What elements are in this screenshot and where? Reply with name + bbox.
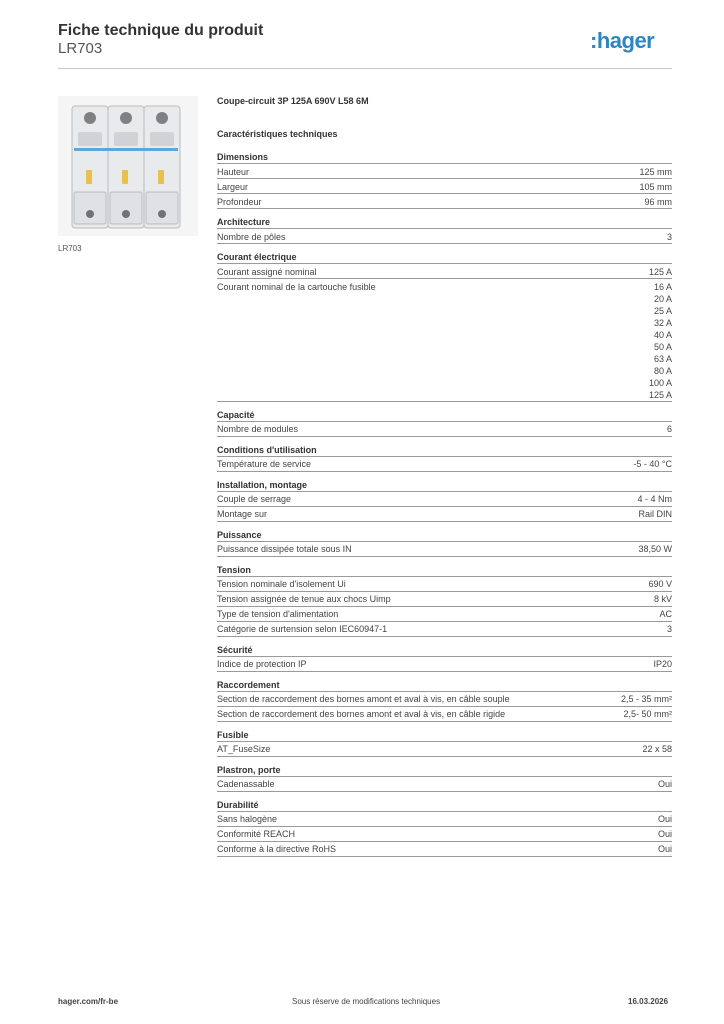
spec-group-title: Installation, montage bbox=[217, 479, 672, 492]
spec-label: Courant nominal de la cartouche fusible bbox=[217, 281, 376, 292]
spec-label: Nombre de pôles bbox=[217, 231, 286, 242]
spec-label: Section de raccordement des bornes amont et aval à vis, en câble rigide bbox=[217, 709, 506, 719]
spec-row bbox=[217, 279, 672, 402]
spec-value: AC bbox=[659, 609, 672, 619]
spec-label: Température de service bbox=[217, 459, 312, 469]
spec-label: Tension assignée de tenue aux chocs Uimp bbox=[217, 594, 391, 604]
spec-value: 40 A bbox=[653, 329, 672, 340]
spec-group bbox=[217, 799, 672, 857]
spec-label: Profondeur bbox=[217, 196, 262, 207]
spec-group-title: Dimensions bbox=[217, 151, 672, 164]
spec-row bbox=[217, 692, 672, 707]
spec-group-title: Durabilité bbox=[217, 799, 672, 812]
spec-value: 4 - 4 Nm bbox=[637, 494, 672, 504]
spec-row bbox=[217, 607, 672, 622]
spec-row bbox=[217, 457, 672, 472]
spec-row bbox=[217, 592, 672, 607]
spec-group bbox=[217, 529, 672, 557]
spec-group bbox=[217, 151, 672, 209]
spec-row bbox=[217, 827, 672, 842]
spec-value: 38,50 W bbox=[638, 544, 672, 554]
spec-group-title: Raccordement bbox=[217, 679, 672, 692]
spec-row bbox=[217, 707, 672, 722]
spec-group-title: Puissance bbox=[217, 529, 672, 542]
spec-group-title: Capacité bbox=[217, 409, 672, 422]
spec-row bbox=[217, 179, 672, 194]
spec-label: Montage sur bbox=[217, 509, 268, 519]
spec-value: Oui bbox=[657, 779, 672, 789]
spec-row bbox=[217, 194, 672, 209]
footer-date: 16.03.2026 bbox=[628, 997, 669, 1006]
spec-value: Oui bbox=[657, 814, 672, 824]
spec-group-title: Plastron, porte bbox=[217, 764, 672, 777]
spec-value: 125 A bbox=[648, 389, 672, 400]
spec-row bbox=[217, 164, 672, 179]
spec-value: -5 - 40 °C bbox=[633, 459, 672, 469]
header-divider bbox=[58, 68, 672, 69]
spec-label: Puissance dissipée totale sous IN bbox=[217, 544, 352, 554]
spec-group-title: Architecture bbox=[217, 216, 672, 229]
spec-row bbox=[217, 742, 672, 757]
spec-value: 105 mm bbox=[639, 181, 672, 192]
spec-row bbox=[217, 542, 672, 557]
spec-row bbox=[217, 492, 672, 507]
spec-label: Courant assigné nominal bbox=[217, 266, 317, 277]
spec-label: Sans halogène bbox=[217, 814, 278, 824]
spec-row bbox=[217, 229, 672, 244]
spec-row bbox=[217, 577, 672, 592]
spec-value: 3 bbox=[666, 624, 672, 634]
spec-value-list bbox=[649, 281, 672, 401]
spec-label: Section de raccordement des bornes amont et aval à vis, en câble souple bbox=[217, 694, 510, 704]
spec-group bbox=[217, 216, 672, 244]
spec-group bbox=[217, 479, 672, 522]
spec-label: Conformité REACH bbox=[217, 829, 296, 839]
spec-row bbox=[217, 657, 672, 672]
spec-row bbox=[217, 422, 672, 437]
spec-label: Couple de serrage bbox=[217, 494, 292, 504]
spec-group bbox=[217, 644, 672, 672]
spec-value: 125 mm bbox=[639, 166, 672, 177]
spec-value: 125 A bbox=[648, 266, 672, 277]
spec-value: 2,5- 50 mm² bbox=[623, 709, 672, 719]
hager-logo: :hager bbox=[590, 28, 655, 53]
footer-website[interactable]: hager.com/fr-be bbox=[58, 997, 119, 1006]
product-name: Coupe-circuit 3P 125A 690V L58 6M bbox=[217, 96, 369, 106]
spec-value: 50 A bbox=[653, 341, 672, 352]
spec-value: 16 A bbox=[653, 281, 672, 292]
page-title: Fiche technique du produit bbox=[58, 22, 264, 39]
spec-value: 25 A bbox=[653, 305, 672, 316]
spec-row bbox=[217, 777, 672, 792]
spec-group-title: Tension bbox=[217, 564, 672, 577]
spec-label: Type de tension d'alimentation bbox=[217, 609, 339, 619]
spec-group bbox=[217, 729, 672, 757]
spec-value: 6 bbox=[666, 424, 672, 434]
spec-value: IP20 bbox=[653, 659, 672, 669]
spec-group bbox=[217, 764, 672, 792]
spec-group-title: Courant électrique bbox=[217, 251, 672, 264]
spec-label: Largeur bbox=[217, 181, 249, 192]
spec-row bbox=[217, 842, 672, 857]
spec-value: Oui bbox=[657, 829, 672, 839]
spec-value: 2,5 - 35 mm² bbox=[620, 694, 672, 704]
spec-label: AT_FuseSize bbox=[217, 744, 271, 754]
spec-row bbox=[217, 622, 672, 637]
spec-group bbox=[217, 679, 672, 722]
spec-group bbox=[217, 409, 672, 437]
spec-value: 63 A bbox=[653, 353, 672, 364]
spec-label: Nombre de modules bbox=[217, 424, 299, 434]
product-image bbox=[58, 96, 198, 236]
spec-label: Hauteur bbox=[217, 166, 250, 177]
spec-value: 3 bbox=[666, 231, 672, 242]
spec-row bbox=[217, 812, 672, 827]
spec-group bbox=[217, 564, 672, 637]
footer-notice: Sous réserve de modifications techniques bbox=[292, 997, 441, 1006]
spec-value: 8 kV bbox=[653, 594, 672, 604]
spec-label: Tension nominale d'isolement Ui bbox=[217, 579, 346, 589]
spec-value: 690 V bbox=[648, 579, 672, 589]
spec-label: Catégorie de surtension selon IEC60947-1 bbox=[217, 624, 388, 634]
specifications bbox=[217, 96, 672, 864]
spec-value: 96 mm bbox=[644, 196, 672, 207]
spec-label: Conforme à la directive RoHS bbox=[217, 844, 337, 854]
spec-value: 32 A bbox=[653, 317, 672, 328]
spec-row bbox=[217, 264, 672, 279]
spec-group bbox=[217, 444, 672, 472]
spec-value: 20 A bbox=[653, 293, 672, 304]
spec-label: Cadenassable bbox=[217, 779, 275, 789]
specs-heading: Caractéristiques techniques bbox=[217, 129, 338, 139]
spec-group-title: Conditions d'utilisation bbox=[217, 444, 672, 457]
spec-label: Indice de protection IP bbox=[217, 659, 307, 669]
product-reference: LR703 bbox=[58, 40, 103, 57]
spec-value: 80 A bbox=[653, 365, 672, 376]
spec-value: 100 A bbox=[648, 377, 672, 388]
spec-group-title: Fusible bbox=[217, 729, 672, 742]
spec-value: 22 x 58 bbox=[642, 744, 672, 754]
spec-group bbox=[217, 251, 672, 402]
spec-value: Rail DIN bbox=[638, 509, 672, 519]
spec-row bbox=[217, 507, 672, 522]
spec-group-title: Sécurité bbox=[217, 644, 672, 657]
spec-groups bbox=[217, 151, 672, 857]
image-caption: LR703 bbox=[58, 244, 82, 253]
spec-value: Oui bbox=[657, 844, 672, 854]
